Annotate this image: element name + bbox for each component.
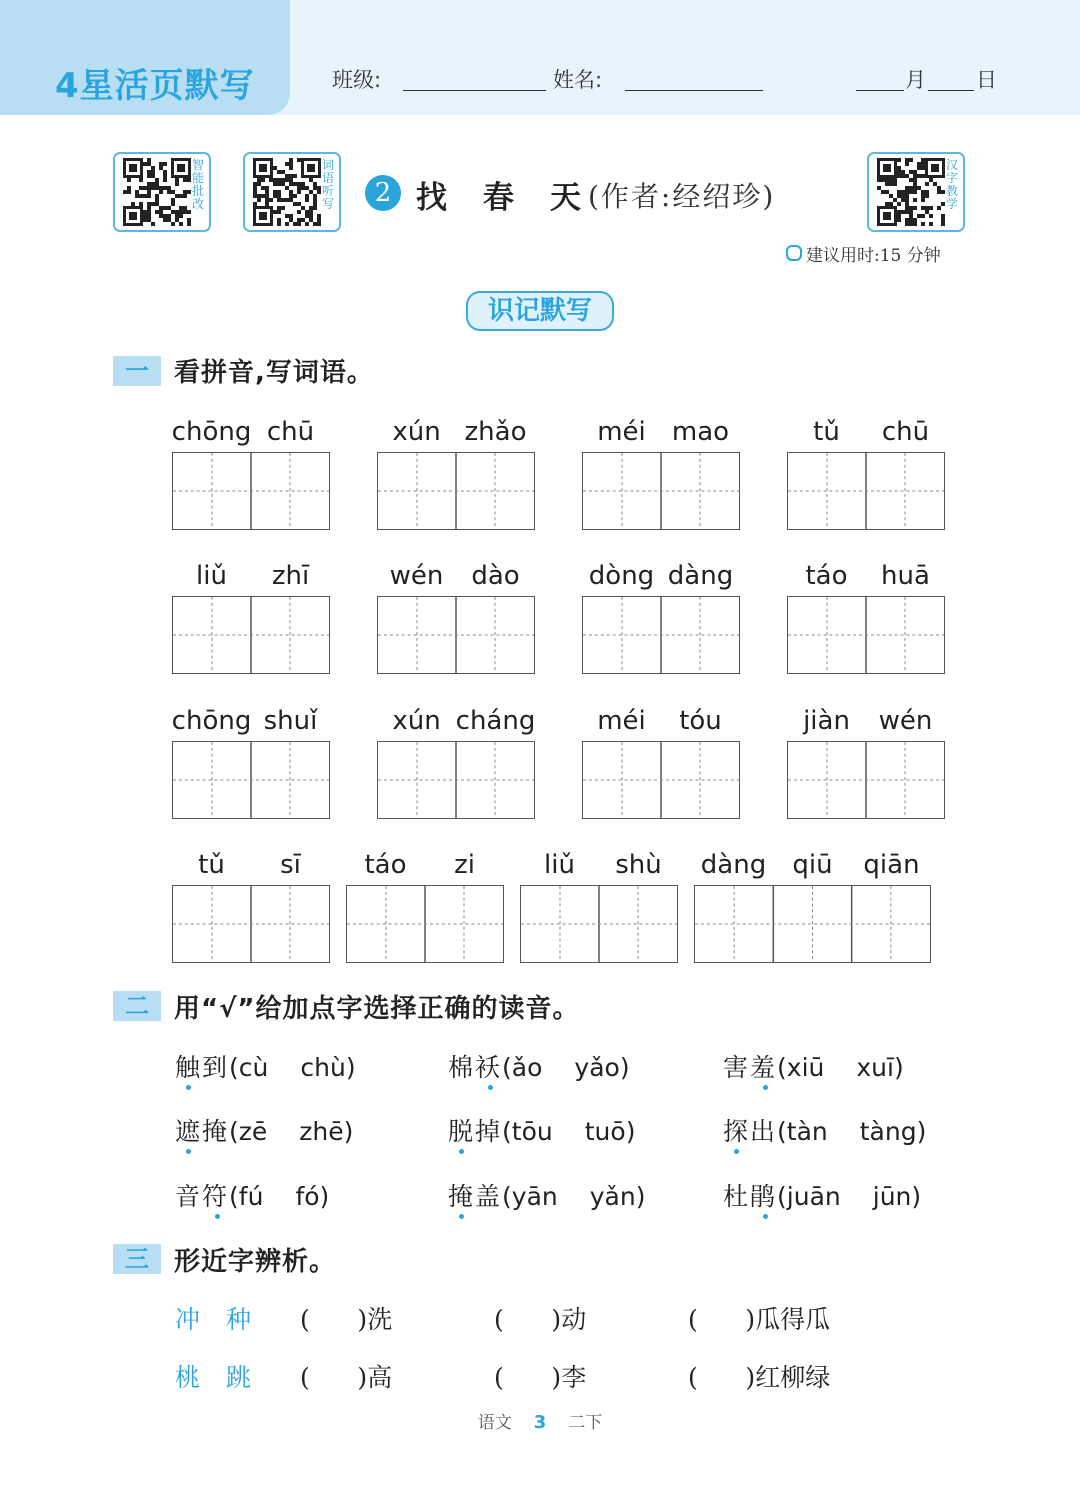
pinyin-syllable: zi — [454, 850, 475, 880]
month-field[interactable] — [856, 90, 904, 91]
pronunciation-item — [175, 1112, 353, 1148]
pronunciation-item — [175, 1177, 329, 1213]
paren: ( — [502, 1053, 512, 1082]
pronunciation-item — [448, 1177, 645, 1213]
pinyin-syllable: méi — [597, 417, 646, 447]
paren: ( — [777, 1053, 787, 1082]
option-b[interactable]: chù — [300, 1053, 346, 1082]
pinyin-syllable: tǔ — [813, 417, 840, 447]
option-b[interactable]: jūn — [872, 1182, 912, 1211]
time-hint: 建议用时:15 分钟 — [806, 246, 941, 266]
blank-suffix: 红柳绿 — [755, 1363, 831, 1392]
pinyin-syllable: wén — [878, 706, 933, 736]
word: 棉袄 — [448, 1053, 503, 1082]
class-field[interactable] — [403, 90, 546, 91]
option-a[interactable]: ǎo — [511, 1053, 543, 1082]
writing-grid[interactable] — [377, 741, 535, 819]
paren: ) — [319, 1182, 330, 1211]
option-b[interactable]: xuī — [856, 1053, 894, 1082]
pinyin-syllable: mao — [671, 417, 730, 447]
writing-grid[interactable] — [694, 885, 931, 963]
section-1-number: 一 — [113, 356, 161, 386]
pinyin-syllable: sī — [280, 850, 301, 880]
pinyin-syllable: xún — [392, 417, 441, 447]
section-3-title: 形近字辨析。 — [174, 1247, 337, 1277]
pinyin-syllable: dàng — [700, 850, 767, 880]
blank-parens[interactable]: ( ) — [300, 1305, 368, 1334]
fill-blank[interactable] — [688, 1300, 830, 1336]
word: 触到 — [175, 1053, 230, 1082]
paren: ) — [345, 1053, 356, 1082]
option-b[interactable]: fó — [295, 1182, 320, 1211]
option-a[interactable]: zē — [238, 1117, 268, 1146]
blank-suffix: 瓜得瓜 — [755, 1305, 831, 1334]
pinyin-syllable: qiān — [863, 850, 920, 880]
pinyin-syllable: méi — [597, 706, 646, 736]
name-field[interactable] — [625, 90, 763, 91]
fill-blank[interactable] — [300, 1358, 392, 1394]
paren: ( — [502, 1117, 512, 1146]
pronunciation-item — [175, 1048, 356, 1084]
pinyin-syllable: liǔ — [544, 850, 575, 880]
option-b[interactable]: tuō — [584, 1117, 626, 1146]
pinyin-syllable: jiàn — [803, 706, 850, 736]
brand-title: 4星活页默写 — [55, 66, 255, 106]
pinyin-syllable: huā — [881, 561, 930, 591]
option-b[interactable]: yǎo — [574, 1053, 620, 1082]
qr-code-dictation[interactable] — [243, 152, 341, 232]
footer — [0, 1408, 1080, 1433]
qr-caption: 汉字教学 — [946, 158, 959, 211]
blank-parens[interactable]: ( ) — [688, 1305, 756, 1334]
pinyin-syllable: shù — [615, 850, 662, 880]
writing-grid[interactable] — [172, 741, 330, 819]
word: 杜鹃 — [723, 1182, 778, 1211]
qr-code-character-teaching[interactable] — [867, 152, 965, 232]
word: 探出 — [723, 1117, 778, 1146]
blank-suffix: 高 — [367, 1363, 393, 1392]
pinyin-syllable: chōng — [171, 417, 252, 447]
paren: ) — [635, 1182, 646, 1211]
blank-parens[interactable]: ( ) — [494, 1363, 562, 1392]
writing-grid[interactable] — [377, 596, 535, 674]
qr-code-smart-grading[interactable] — [113, 152, 211, 232]
paren: ) — [911, 1182, 922, 1211]
writing-grid[interactable] — [582, 596, 740, 674]
pinyin-syllable: wén — [389, 561, 444, 591]
writing-grid[interactable] — [377, 452, 535, 530]
pinyin-syllable: zhī — [271, 561, 310, 591]
pinyin-syllable: qiū — [792, 850, 833, 880]
paren: ( — [777, 1117, 787, 1146]
lesson-author: (作者:经绍珍) — [588, 180, 776, 213]
pronunciation-item — [723, 1177, 921, 1213]
paren: ( — [502, 1182, 512, 1211]
fill-blank[interactable] — [494, 1358, 586, 1394]
blank-parens[interactable]: ( ) — [300, 1363, 368, 1392]
emphasis-dot — [459, 1214, 464, 1219]
pinyin-syllable: shuǐ — [263, 706, 318, 736]
emphasis-dot — [763, 1085, 768, 1090]
paren: ( — [229, 1053, 239, 1082]
day-label: 日 — [976, 68, 997, 92]
option-a[interactable]: juān — [786, 1182, 841, 1211]
name-label: 姓名: — [553, 68, 603, 92]
emphasis-dot — [215, 1214, 220, 1219]
page-number: 3 — [533, 1412, 547, 1433]
pinyin-syllable: dòng — [588, 561, 655, 591]
day-field[interactable] — [928, 90, 974, 91]
pinyin-syllable: chū — [881, 417, 930, 447]
writing-grid[interactable] — [172, 596, 330, 674]
qr-icon — [253, 158, 321, 226]
paren: ( — [229, 1182, 239, 1211]
option-a[interactable]: yān — [511, 1182, 558, 1211]
paren: ) — [916, 1117, 927, 1146]
blank-suffix: 李 — [561, 1363, 587, 1392]
section-badge: 识记默写 — [466, 291, 614, 331]
pinyin-syllable: dàng — [667, 561, 734, 591]
month-label: 月 — [905, 68, 926, 92]
emphasis-dot — [734, 1149, 739, 1154]
pinyin-syllable: dào — [471, 561, 520, 591]
fill-blank[interactable] — [300, 1300, 392, 1336]
section-3-number: 三 — [113, 1244, 161, 1274]
writing-grid[interactable] — [346, 885, 504, 963]
writing-grid[interactable] — [582, 741, 740, 819]
option-a[interactable]: cù — [238, 1053, 269, 1082]
lesson-title: 找春天 — [416, 180, 617, 216]
pronunciation-item — [448, 1112, 635, 1148]
writing-grid[interactable] — [787, 596, 945, 674]
fill-blank[interactable] — [688, 1358, 830, 1394]
pinyin-syllable: táo — [364, 850, 407, 880]
emphasis-dot — [186, 1149, 191, 1154]
option-b[interactable]: zhē — [299, 1117, 344, 1146]
word: 掩盖 — [448, 1182, 503, 1211]
option-a[interactable]: xiū — [786, 1053, 825, 1082]
qr-icon — [877, 158, 945, 226]
writing-grid[interactable] — [520, 885, 678, 963]
writing-grid[interactable] — [172, 885, 330, 963]
word: 音符 — [175, 1182, 230, 1211]
pinyin-syllable: chōng — [171, 706, 252, 736]
pinyin-syllable: chū — [266, 417, 315, 447]
pronunciation-item — [723, 1048, 904, 1084]
word: 遮掩 — [175, 1117, 230, 1146]
emphasis-dot — [186, 1085, 191, 1090]
character-pair: 桃跳 — [175, 1363, 278, 1392]
paren: ) — [343, 1117, 354, 1146]
paren: ( — [777, 1182, 787, 1211]
option-b[interactable]: tàng — [859, 1117, 917, 1146]
section-2-title: 用“√”给加点字选择正确的读音。 — [174, 994, 580, 1024]
paren: ) — [619, 1053, 630, 1082]
lesson-number: 2 — [365, 175, 401, 211]
pinyin-syllable: zhǎo — [464, 417, 527, 447]
paren: ) — [625, 1117, 636, 1146]
section-1-title: 看拼音,写词语。 — [174, 358, 374, 388]
option-a[interactable]: tàn — [786, 1117, 828, 1146]
pinyin-syllable: tóu — [679, 706, 722, 736]
qr-icon — [123, 158, 191, 226]
emphasis-dot — [488, 1085, 493, 1090]
paren: ) — [893, 1053, 904, 1082]
blank-suffix: 动 — [561, 1305, 587, 1334]
writing-grid[interactable] — [582, 452, 740, 530]
class-label: 班级: — [332, 68, 382, 92]
paren: ( — [229, 1117, 239, 1146]
footer-subject: 语文 — [477, 1413, 512, 1433]
emphasis-dot — [459, 1149, 464, 1154]
blank-parens[interactable]: ( ) — [494, 1305, 562, 1334]
footer-grade: 二下 — [568, 1413, 603, 1433]
option-a[interactable]: fú — [238, 1182, 264, 1211]
pinyin-syllable: táo — [805, 561, 848, 591]
pronunciation-item — [448, 1048, 630, 1084]
character-pair: 冲种 — [175, 1305, 278, 1334]
word: 脱掉 — [448, 1117, 503, 1146]
section-2-number: 二 — [113, 991, 161, 1021]
clock-icon — [786, 245, 802, 261]
pinyin-syllable: xún — [392, 706, 441, 736]
writing-grid[interactable] — [787, 452, 945, 530]
emphasis-dot — [763, 1214, 768, 1219]
option-a[interactable]: tōu — [511, 1117, 553, 1146]
writing-grid[interactable] — [787, 741, 945, 819]
writing-grid[interactable] — [172, 452, 330, 530]
pinyin-syllable: cháng — [455, 706, 536, 736]
pronunciation-item — [723, 1112, 926, 1148]
word: 害羞 — [723, 1053, 778, 1082]
blank-parens[interactable]: ( ) — [688, 1363, 756, 1392]
fill-blank[interactable] — [494, 1300, 586, 1336]
qr-caption: 智能批改 — [192, 158, 205, 211]
pinyin-syllable: liǔ — [196, 561, 227, 591]
blank-suffix: 洗 — [367, 1305, 393, 1334]
option-b[interactable]: yǎn — [589, 1182, 636, 1211]
qr-caption: 词语听写 — [322, 158, 335, 211]
pinyin-syllable: tǔ — [198, 850, 225, 880]
